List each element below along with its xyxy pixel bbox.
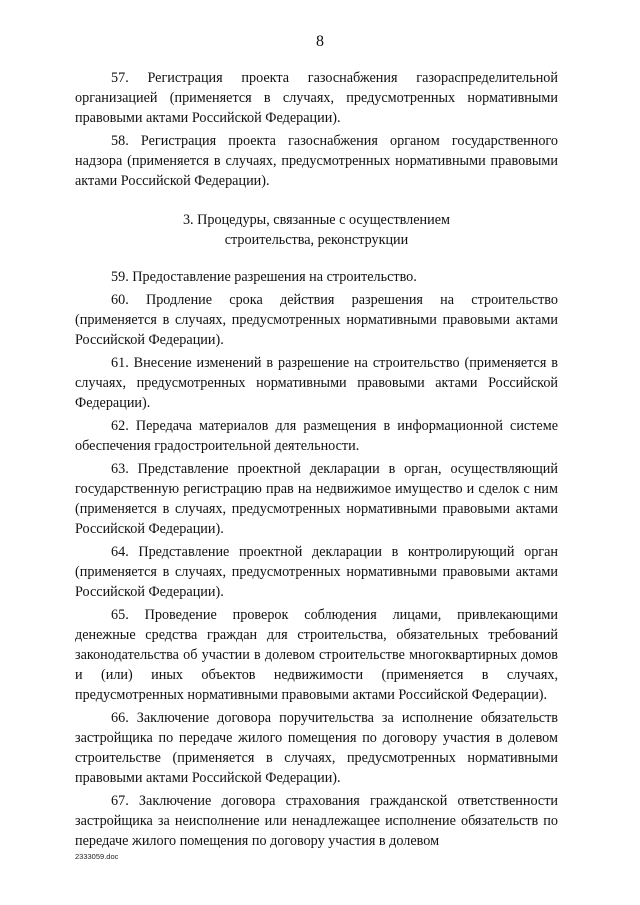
section-title: [75, 210, 558, 250]
paragraph-62: 62. Передача материалов для размещения в информационной системе обеспечения градостроительной деятельности.: [75, 418, 558, 454]
paragraph-64: 64. Представление проектной декларации в контролирующий орган (применяется в случаях, предусмотренных нормативными правовыми актами Российской Федерации).: [75, 544, 558, 600]
paragraph-57: 57. Регистрация проекта газоснабжения газораспределительной организацией (применяется в случаях, предусмотренных нормативными правовыми актами Российской Федерации).: [75, 70, 558, 126]
section-title-line-1: 3. Процедуры, связанные с осуществлением: [182, 212, 451, 228]
paragraph-66: 66. Заключение договора поручительства за исполнение обязательств застройщика по передаче жилого помещения по договору участия в долевом строительстве (применяется в случаях, предусмотренных нормативными правовыми актами Российской Федерации).: [75, 710, 558, 786]
paragraph-63: 63. Представление проектной декларации в орган, осуществляющий государственную регистрацию прав на недвижимое имущество и сделок с ним (применяется в случаях, предусмотренных нормативными правовыми актами Российской Федерации).: [75, 461, 558, 537]
paragraph-58: 58. Регистрация проекта газоснабжения органом государственного надзора (применяется в случаях, предусмотренных нормативными правовыми актами Российской Федерации).: [75, 133, 558, 189]
paragraph-60: 60. Продление срока действия разрешения на строительство (применяется в случаях, предусмотренных нормативными правовыми актами Российской Федерации).: [75, 292, 558, 348]
paragraph-61: 61. Внесение изменений в разрешение на строительство (применяется в случаях, предусмотренных нормативными правовыми актами Российской Федерации).: [75, 355, 558, 411]
paragraph-65: 65. Проведение проверок соблюдения лицами, привлекающими денежные средства граждан для строительства, обязательных требований законодательства об участии в долевом строительстве многоквартирных домов и (или) иных объектов недвижимости (применяется в случаях, предусмотренных нормативными правовыми актами Российской Федерации).: [75, 607, 558, 703]
paragraph-59: 59. Предоставление разрешения на строительство.: [111, 269, 417, 285]
section-title-line-2: строительства, реконструкции: [224, 232, 409, 248]
page-number: 8: [316, 33, 324, 50]
document-body: [75, 68, 558, 854]
footer-filename: 2333059.doc: [75, 852, 119, 861]
paragraph-67: 67. Заключение договора страхования гражданской ответственности застройщика за неисполнение или ненадлежащее исполнение обязательств по передаче жилого помещения по договору участия в долевом: [75, 793, 558, 849]
